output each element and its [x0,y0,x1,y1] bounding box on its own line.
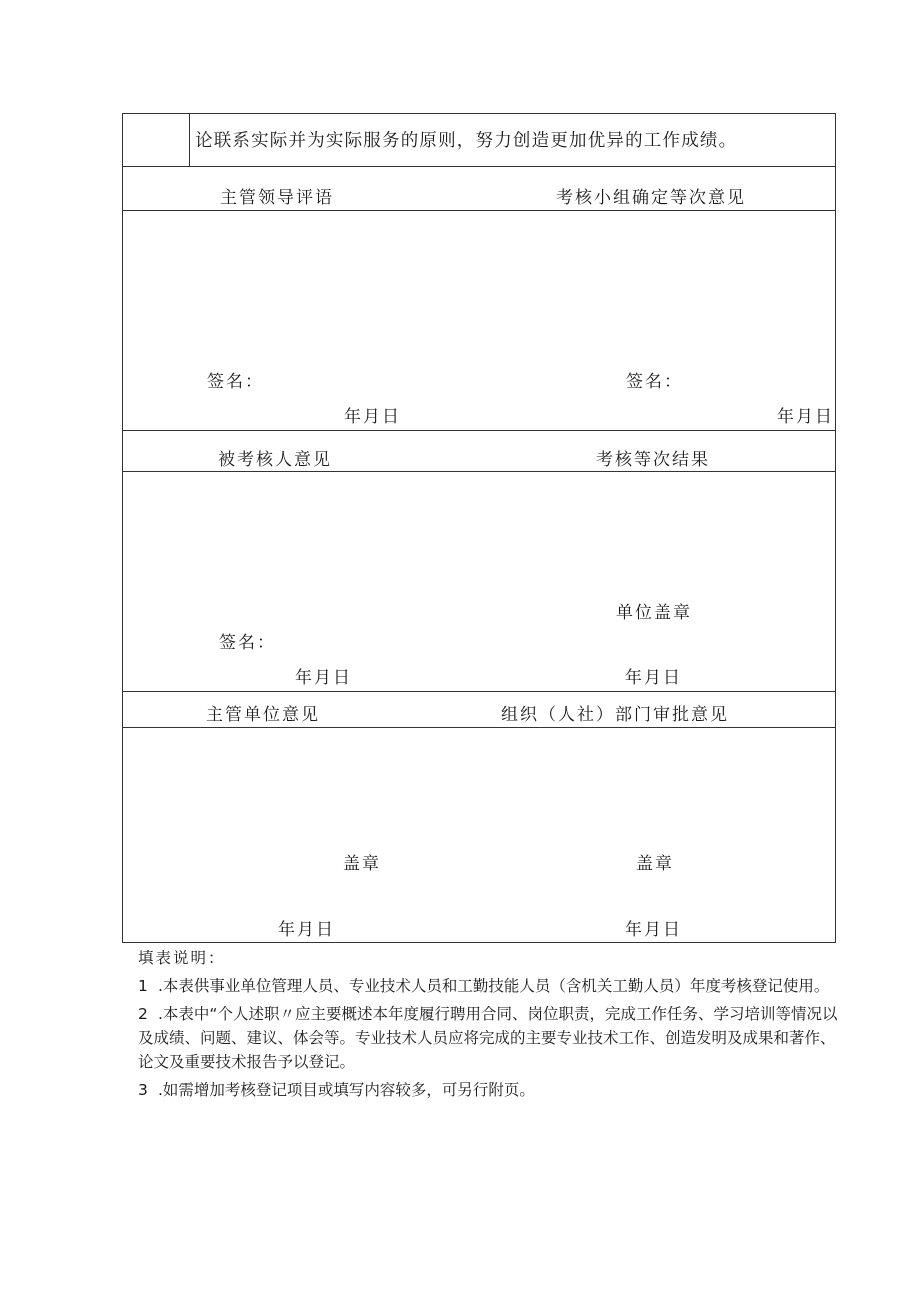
intro-text: 论联系实际并为实际服务的原则，努力创造更加优异的工作成绩。 [195,131,738,151]
supervisor-comment-header: 主管领导评语 [220,188,334,208]
row-divider [123,727,835,728]
panel-signature-label: 签名： [626,372,683,392]
instruction-number: 1 [138,977,148,995]
hr-approval-opinion-header: 组织（人社）部门审批意见 [501,705,729,725]
row-divider [123,691,835,692]
row-divider [123,210,835,211]
supervisor-signature-label: 签名： [207,372,264,392]
panel-date-label: 年月日 [777,407,834,427]
competent-unit-seal-label: 盖章 [343,854,381,874]
row-divider [123,471,835,472]
instruction-text: .如需增加考核登记项目或填写内容较多，可另行附页。 [158,1081,535,1099]
unit-seal-label: 单位盖章 [616,603,692,623]
filling-instructions [138,946,848,1106]
instruction-number: 3 [138,1081,148,1099]
appraisee-signature-label: 签名： [219,633,276,653]
competent-unit-opinion-header: 主管单位意见 [206,705,320,725]
stub-column-divider [189,114,190,166]
hr-date-label: 年月日 [625,920,682,940]
instructions-title: 填表说明： [138,949,226,967]
row-divider [123,166,835,167]
hr-seal-label: 盖章 [636,854,674,874]
panel-grade-opinion-header: 考核小组确定等次意见 [556,188,746,208]
appraisal-form-table [122,113,836,943]
appraisee-date-label: 年月日 [295,668,352,688]
instruction-text: .本表中“个人述职〃应主要概述本年度履行聘用合同、岗位职责，完成工作任务、学习培训等情况以及成绩、问题、建议、体会等。专业技术人员应将完成的主要专业技术工作、创造发明及成果和著作、论文及重要技术报告予以登记。 [138,1005,838,1071]
grade-result-header: 考核等次结果 [596,450,710,470]
instruction-item [138,1078,848,1102]
supervisor-date-label: 年月日 [344,407,401,427]
instruction-item [138,974,848,998]
instruction-item [138,1002,848,1074]
competent-unit-date-label: 年月日 [278,920,335,940]
row-divider [123,430,835,431]
instruction-text: .本表供事业单位管理人员、专业技术人员和工勤技能人员（含机关工勤人员）年度考核登记使用。 [158,977,830,995]
appraisee-opinion-header: 被考核人意见 [218,450,332,470]
instruction-number: 2 [138,1005,148,1023]
grade-result-date-label: 年月日 [625,668,682,688]
